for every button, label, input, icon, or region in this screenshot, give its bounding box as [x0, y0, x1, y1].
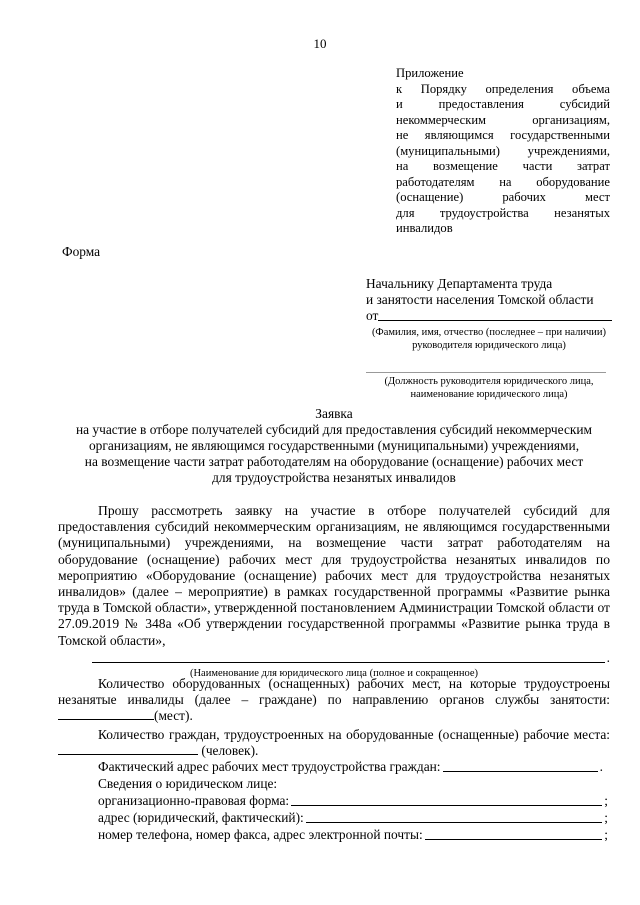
workplaces-text: Количество оборудованных (оснащенных) рабочих мест, на которые трудоустроены незанятые инвалиды (далее – граждане) по направлению органов службы занятости:	[58, 676, 610, 707]
org-name-end: .	[606, 650, 610, 665]
appendix-line: на возмещение части затрат	[396, 159, 610, 173]
recipient-block	[366, 276, 612, 401]
appendix-line: работодателям на оборудование	[396, 174, 610, 189]
citizens-count-field[interactable]	[58, 754, 198, 755]
position-hint-1: (Должность руководителя юридического лица,	[384, 376, 594, 387]
workplaces-count-field[interactable]	[58, 719, 154, 720]
org-form-field[interactable]	[291, 805, 602, 806]
legal-address-field[interactable]	[306, 822, 603, 823]
from-row	[366, 308, 612, 324]
workplaces-paragraph	[58, 676, 610, 724]
request-paragraph: Прошу рассмотреть заявку на участие в отборе получателей субсидий для предоставления субсидий некоммерческим организациям, не являющимся государственными (муниципальными) учреждениями, на возмещение части затрат работодателям на оборудование (оснащение) рабочих мест для трудоустройства незанятых инвалидов по мероприятию «Оборудование (оснащение) рабочих мест для трудоустройства незанятых инвалидов» (далее – мероприятие) в рамках государственной программы «Развитие рынка труда в Томской области», утвержденной постановлением Администрации Томской области от 27.09.2019 № 348а «Об утверждении государственной программы «Развитие рынка труда в Томской области»,	[58, 503, 610, 648]
org-form-end: ;	[604, 793, 608, 808]
appendix-line: инвалидов	[396, 221, 453, 235]
position-field[interactable]	[366, 358, 606, 373]
legal-address-end: ;	[604, 810, 608, 825]
appendix-line: не являющимся государственными	[396, 128, 610, 142]
citizens-text: Количество граждан, трудоустроенных на оборудованные (оснащенные) рабочие места:	[98, 727, 610, 742]
application-title	[58, 406, 610, 486]
contacts-label: номер телефона, номер факса, адрес электронной почты:	[98, 827, 423, 842]
org-form-label: организационно-правовая форма:	[98, 793, 290, 808]
title-line: для трудоустройства незанятых инвалидов	[212, 470, 456, 485]
legal-entity-heading: Сведения о юридическом лице:	[98, 776, 278, 791]
workplaces-unit: (мест).	[154, 708, 193, 723]
title-line: на возмещение части затрат работодателям на оборудование (оснащение) рабочих мест	[84, 454, 584, 469]
legal-address-label: адрес (юридический, фактический):	[98, 810, 304, 825]
appendix-block	[396, 66, 610, 237]
page-number: 10	[313, 36, 327, 51]
appendix-line: и предоставления субсидий	[396, 97, 610, 111]
name-hint-1: (Фамилия, имя, отчество (последнее – при наличии)	[371, 327, 607, 338]
contacts-field[interactable]	[425, 839, 603, 840]
address-label: Фактический адрес рабочих мест трудоустройства граждан:	[98, 759, 441, 774]
appendix-line: (муниципальными) учреждениями,	[396, 143, 610, 158]
contacts-end: ;	[604, 827, 608, 842]
title-line: организациям, не являющимся государственными (муниципальными) учреждениями,	[88, 438, 580, 453]
form-label: Форма	[62, 244, 101, 259]
address-end: .	[599, 759, 603, 774]
org-name-hint: (Наименование для юридического лица (полное и сокращенное)	[189, 668, 479, 679]
address-row	[98, 759, 603, 775]
recipient-line-1: Начальнику Департамента труда	[366, 276, 553, 291]
title-line: на участие в отборе получателей субсидий для предоставления субсидий некоммерческим	[75, 422, 593, 437]
appendix-line: некоммерческим организациям,	[396, 112, 610, 127]
appendix-line: Приложение	[396, 66, 464, 80]
org-name-field[interactable]	[92, 662, 605, 663]
appendix-line: к Порядку определения объема	[396, 81, 610, 96]
recipient-line-2: и занятости населения Томской области	[366, 292, 594, 307]
legal-entity-fields	[98, 793, 608, 843]
citizens-unit: (человек).	[201, 743, 259, 758]
appendix-line: (оснащение) рабочих мест	[396, 190, 610, 204]
address-field[interactable]	[443, 771, 598, 772]
from-label: от	[366, 308, 379, 323]
from-name-field[interactable]	[378, 320, 612, 321]
name-hint-2: руководителя юридического лица)	[412, 340, 566, 351]
appendix-line: для трудоустройства незанятых	[396, 205, 610, 220]
position-hint-2: наименование юридического лица)	[410, 389, 568, 400]
title-heading: Заявка	[315, 406, 353, 421]
citizens-paragraph	[58, 727, 610, 759]
